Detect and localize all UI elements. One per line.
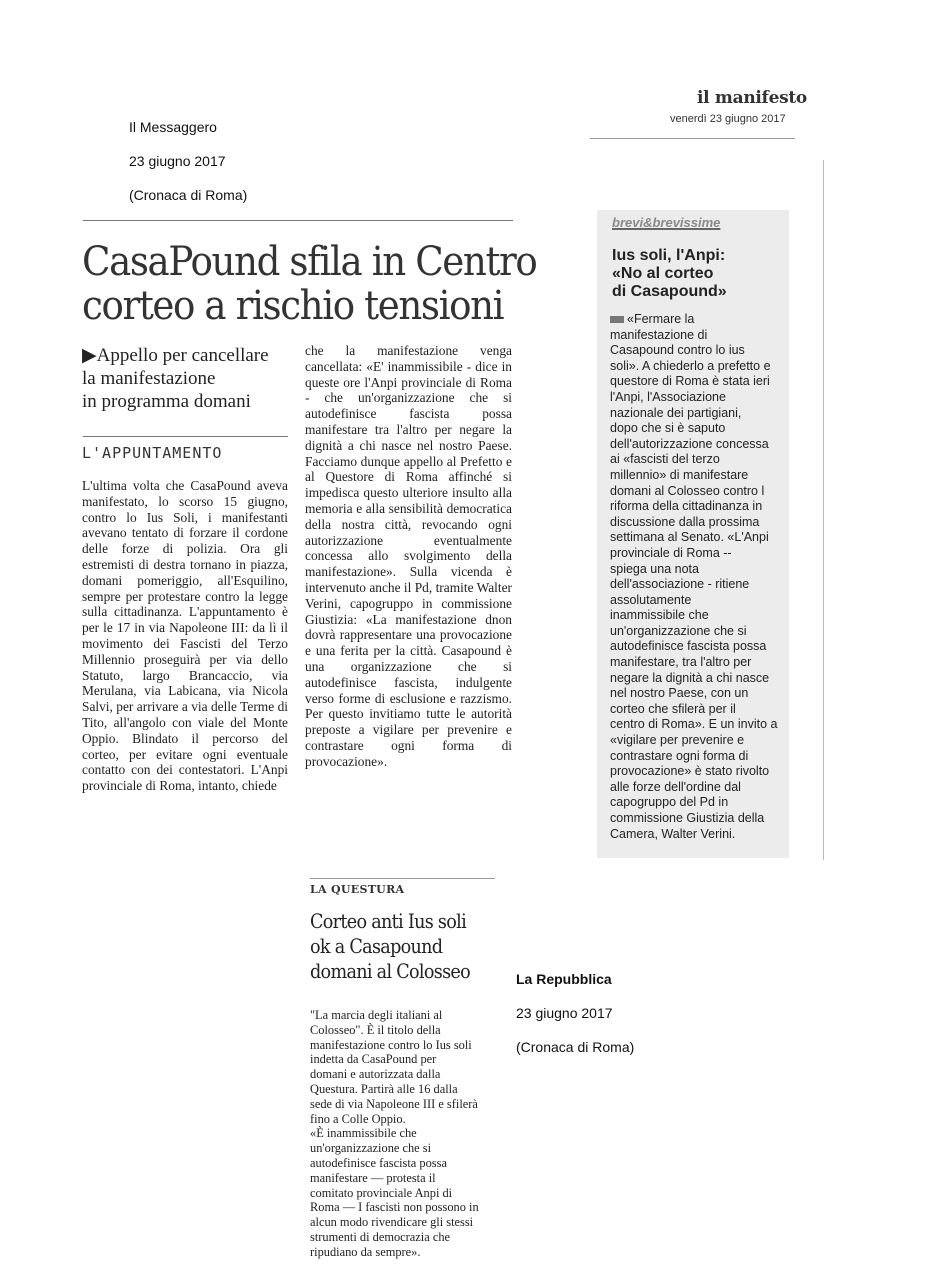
messaggero-subheadline <box>82 344 292 413</box>
repubblica-section-label: (Cronaca di Roma) <box>516 1039 635 1055</box>
manifesto-body-line: «Fermare la <box>610 312 788 328</box>
repubblica-title-line: ok a Casapound <box>310 934 443 958</box>
manifesto-date: venerdì 23 giugno 2017 <box>670 113 786 125</box>
manifesto-body-line: l'Anpi, l'Associazione <box>610 389 726 404</box>
messaggero-date-label: 23 giugno 2017 <box>129 153 226 169</box>
repubblica-body-line: indetta da CasaPound per <box>310 1052 437 1067</box>
manifesto-body-line: dell'associazione - ritiene <box>610 577 750 592</box>
manifesto-body-line: discussione dalla prossima <box>610 514 760 529</box>
manifesto-body-line: capogruppo del Pd in <box>610 795 729 810</box>
repubblica-body-line: un'organizzazione che si <box>310 1141 432 1156</box>
manifesto-body-line: dell'autorizzazione concessa <box>610 436 769 451</box>
repubblica-body-line: alcun modo rivendicare gli stessi <box>310 1215 474 1230</box>
messaggero-headline-line-1: CasaPound sfila in Centro <box>82 239 537 285</box>
manifesto-body-line: Camera, Walter Verini. <box>610 826 736 841</box>
manifesto-body-line: assolutamente <box>610 592 692 607</box>
manifesto-title-line: Ius soli, l'Anpi: <box>612 247 726 264</box>
repubblica-body-line: comitato provinciale Anpi di <box>310 1185 453 1200</box>
manifesto-body-line: centro di Roma». E un invito a <box>610 717 778 732</box>
manifesto-body-line: ai «fascisti del terzo <box>610 452 720 467</box>
scan-edge-line <box>823 160 824 860</box>
messaggero-headline-line-2: corteo a rischio tensioni <box>82 283 504 329</box>
repubblica-body-line: ripudiano da sempre». <box>310 1244 421 1259</box>
repubblica-title <box>310 909 470 984</box>
manifesto-body-line: domani al Colosseo contro l <box>610 483 765 498</box>
messaggero-source-label: Il Messaggero <box>129 119 217 135</box>
repubblica-body-line: autodefinisce fascista possa <box>310 1155 447 1170</box>
subheadline-line: in programma domani <box>82 391 251 412</box>
manifesto-title-line: «No al corteo <box>612 265 714 282</box>
repubblica-body-line: Colosseo". È il titolo della <box>310 1022 441 1037</box>
manifesto-title-line: di Casapound» <box>612 283 727 300</box>
repubblica-body-line: "La marcia degli italiani al <box>310 1008 443 1022</box>
bullet-icon <box>610 316 624 323</box>
subheadline-line: ▶Appello per cancellare <box>82 345 269 366</box>
messaggero-column-2: che la manifestazione venga cancellata: «E' inammissibile - dice in queste ore l'Anpi provinciale di Roma - che un'organizzazione che si autodefinisce fascista possa manifestare tra l'altro per negare la dignità a chi nasce nel nostro Paese. Facciamo dunque appello al Prefetto e al Questore di Roma affinché si impedisca questo ulteriore insulto alla memoria e alla sensibilità democratica della nostra città, revocando ogni autorizzazione eventualmente concessa allo svolgimento della manifestazione». Sulla vicenda è intervenuto anche il Pd, tramite Walter Verini, capogruppo in commissione Giustizia: «La manifestazione dnon dovrà rappresentare una provocazione e una ferita per la città. Casapound è una organizzazione che si autodefinisce fascista, indulgente verso forme di esclusione e razzismo. Per questo invitiamo tutte le autorità preposte a vigilare per prevenire e contrastare ogni forma di provocazione». <box>305 343 512 769</box>
manifesto-body-line: «vigilare per prevenire e <box>610 733 745 748</box>
manifesto-body-line: un'organizzazione che si <box>610 623 747 638</box>
manifesto-body-line: questore di Roma è stata ieri <box>610 374 770 389</box>
repubblica-body-line: «È inammissibile che <box>310 1126 417 1141</box>
manifesto-body-line: alle forze dell'ordine dal <box>610 779 741 794</box>
manifesto-body-line: manifestazione di <box>610 327 708 342</box>
manifesto-body-line: commissione Giustizia della <box>610 811 765 825</box>
manifesto-body-line: millennio» di manifestare <box>610 467 749 482</box>
manifesto-body-line: riforma della cittadinanza in <box>610 499 763 514</box>
repubblica-body-line: Questura. Partirà alle 16 dalla <box>310 1081 458 1096</box>
manifesto-body <box>610 312 788 842</box>
manifesto-section: brevi&brevissime <box>612 215 721 230</box>
repubblica-section: LA QUESTURA <box>310 883 405 896</box>
repubblica-body <box>310 1008 500 1260</box>
repubblica-source-label: La Repubblica <box>516 971 612 987</box>
repubblica-body-line: sede di via Napoleone III e sfilerà <box>310 1096 478 1111</box>
manifesto-body-line: provinciale di Roma -- <box>610 545 732 560</box>
repubblica-body-line: domani e autorizzata dalla <box>310 1067 441 1082</box>
messaggero-top-rule <box>83 220 513 221</box>
repubblica-body-line: manifestazione contro lo Ius soli <box>310 1037 472 1052</box>
manifesto-body-line: inammissibile che <box>610 608 709 623</box>
messaggero-kicker: L'APPUNTAMENTO <box>82 444 223 462</box>
repubblica-top-rule <box>310 878 495 879</box>
manifesto-body-line: dopo che si è saputo <box>610 421 726 436</box>
manifesto-top-rule <box>590 138 795 139</box>
kicker-rule <box>83 436 288 437</box>
manifesto-body-line: manifestare, tra l'altro per <box>610 655 752 670</box>
repubblica-body-line: manifestare — protesta il <box>310 1170 436 1185</box>
subheadline-line: la manifestazione <box>82 368 216 389</box>
manifesto-title <box>612 247 787 301</box>
manifesto-body-line: autodefinisce fascista possa <box>610 639 767 654</box>
manifesto-body-line: settimana al Senato. «L'Anpi <box>610 530 769 545</box>
manifesto-body-line: soli». A chiederlo a prefetto e <box>610 358 771 373</box>
manifesto-body-line: contrastare ogni forma di <box>610 748 749 763</box>
repubblica-body-line: strumenti di democrazia che <box>310 1229 451 1244</box>
repubblica-body-line: fino a Colle Oppio. <box>310 1111 406 1126</box>
manifesto-body-line: corteo che sfilerà per il <box>610 701 736 716</box>
repubblica-body-line: Roma — I fascisti non possono in <box>310 1200 479 1215</box>
manifesto-body-line: provocazione» è stato rivolto <box>610 764 770 779</box>
repubblica-title-line: domani al Colosseo <box>310 959 471 983</box>
repubblica-date-label: 23 giugno 2017 <box>516 1005 613 1021</box>
manifesto-body-line: negare la dignità a chi nasce <box>610 670 770 685</box>
messaggero-column-1: L'ultima volta che CasaPound aveva manifestato, lo scorso 15 giugno, contro lo Ius Soli, i manifestanti avevano tentato di forzare il cordone delle forze di polizia. Ora gli estremisti di destra tornano in piazza, domani pomeriggio, all'Esquilino, sempre per protestare contro la legge sulla cittadinanza. L'appuntamento è per le 17 in via Napoleone III: da lì il movimento dei Fascisti del Terzo Millennio proseguirà per via dello Statuto, largo Brancaccio, via Merulana, via Labicana, via Nicola Salvi, per arrivare a via delle Terme di Tito, all'angolo con viale del Monte Oppio. Blindato il percorso del corteo, per evitare ogni eventuale contatto con dei contestatori. L'Anpi provinciale di Roma, intanto, chiede <box>82 478 288 794</box>
manifesto-body-line: Casapound contro lo ius <box>610 343 745 358</box>
manifesto-body-line: nazionale dei partigiani, <box>610 405 742 420</box>
manifesto-body-line: nel nostro Paese, con un <box>610 686 749 701</box>
messaggero-section-label: (Cronaca di Roma) <box>129 187 248 203</box>
repubblica-title-line: Corteo anti Ius soli <box>310 909 467 933</box>
manifesto-masthead: il manifesto <box>697 88 807 108</box>
manifesto-body-line: spiega una nota <box>610 561 699 576</box>
